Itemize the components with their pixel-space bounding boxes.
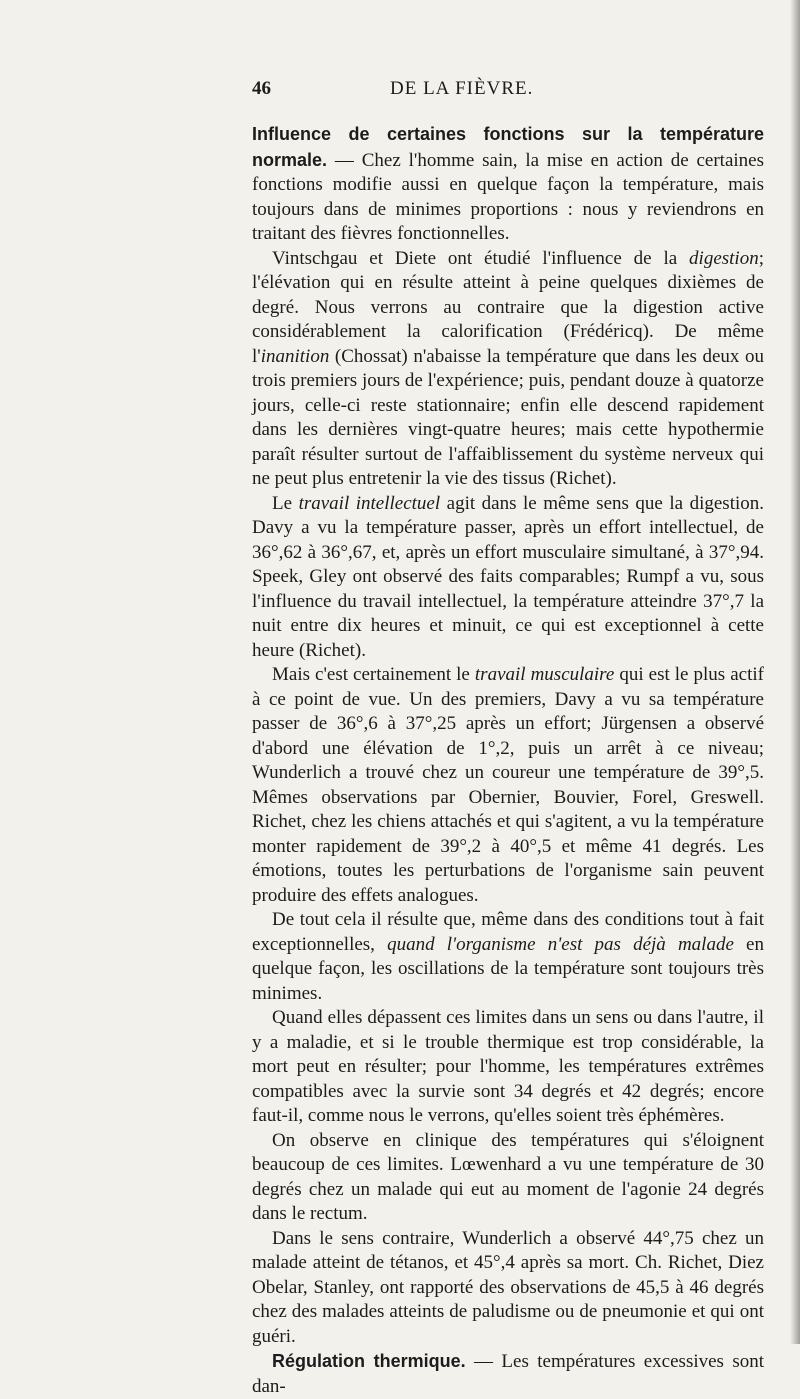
section-heading-regulation: Régulation thermique.	[272, 1351, 466, 1371]
emphasis-travail-intellectuel: travail intellectuel	[298, 492, 441, 514]
paragraph-limites: Quand elles dépassent ces limites dans un sens ou dans l'autre, il y a maladie, et si le trouble thermique est trop considérable, la mort peut en résulter; pour l'homme, les températures extrêmes compatibles avec la survie sont 34 degrés et 42 degrés; encore faut-il, comme nous le verrons, qu'elles soient très éphémères.	[252, 1007, 764, 1126]
emphasis-digestion: digestion	[689, 247, 759, 269]
text-run: De tout cela il résulte que, même dans des conditions tout à fait exceptionnelles,	[252, 909, 764, 955]
paragraph-clinique: On observe en clinique des températures qui s'éloignent beaucoup de ces limites. Lœwenhard a vu une température de 30 degrés chez un malade qui eut au moment de l'agonie 24 degrés dans le rectum.	[252, 1129, 764, 1224]
paragraph-travail-musculaire	[252, 663, 764, 908]
paragraph-regulation	[252, 1349, 764, 1399]
text-run: Le	[272, 492, 299, 514]
page-header	[252, 78, 752, 104]
paragraph-travail-intellectuel	[252, 492, 764, 664]
text-run: agit dans le même sens que la digestion. Davy a vu la température passer, après un effort intellectuel, de 36°,62 à 36°,67, et, après un effort musculaire simultané, à 37°,94. Speek, Gley ont observé des faits comparables; Rumpf a vu, sous l'influence du travail intellectuel, la température atteindre 37°,7 la nuit entre dix heures et minuit, ce qui est exceptionnel à cette heure (Richet).	[252, 492, 765, 661]
text-run: Vintschgau et Diete ont étudié l'influence de la	[272, 247, 690, 269]
text-run: (Chossat) n'abaisse la température que dans les deux ou trois premiers jours de l'expérience; puis, pendant douze à quatorze jours, celle-ci reste stationnaire; enfin elle descend rapidement dans les dernières vingt-quatre heures; mais cette hypothermie paraît résulter surtout de l'affaiblissement du système nerveux qui ne peut plus entretenir la vie des tissus (Richet).	[252, 345, 764, 489]
text-run: ; l'élévation qui en résulte atteint à peine quelques dixièmes de degré. Nous verrons au contraire que la digestion active considérablement la calorification (Frédéricq). De même l'	[252, 247, 764, 367]
paragraph-conclusion	[252, 908, 764, 1006]
text-run: Mais c'est certainement le	[272, 664, 475, 685]
text-run: en quelque façon, les oscillations de la température sont toujours très minimes.	[252, 933, 764, 1004]
emphasis-organisme: quand l'organisme n'est pas déjà malade	[387, 933, 734, 955]
emphasis-inanition: inanition	[260, 345, 330, 367]
text-run: qui est le plus actif à ce point de vue. Un des premiers, Davy a vu sa température passer de 36°,6 à 37°,25 après un effort; Jürgensen a observé d'abord une élévation de 1°,2, puis un arrêt à ce niveau; Wunderlich a trouvé chez un coureur une température de 39°,5. Mêmes observations par Obernier, Bouvier, Forel, Greswell. Richet, chez les chiens attachés et qui s'agitent, a vu la température monter rapidement de 39°,2 à 40°,5 et même 41 degrés. Les émotions, toutes les perturbations de l'organisme sain peuvent produire des effets analogues.	[252, 664, 764, 906]
paragraph-text: — Chez l'homme sain, la mise en action de certaines fonctions modifie aussi en quelque façon la température, mais toujours dans de minimes proportions : nous y reviendrons en traitant des fièvres fonctionnelles.	[252, 149, 764, 244]
paragraph-text: — Les températures excessives sont dan-	[252, 1351, 764, 1397]
running-head: DE LA FIÈVRE.	[390, 78, 534, 99]
page-edge-shadow	[790, 0, 800, 1344]
body-text	[252, 122, 764, 1399]
paragraph-influence	[252, 122, 764, 247]
section-heading-influence: Influence de certaines fonctions sur la température normale.	[252, 124, 764, 170]
paragraph-sens-contraire: Dans le sens contraire, Wunderlich a observé 44°,75 chez un malade atteint de tétanos, et 45°,4 après sa mort. Ch. Richet, Diez Obelar, Stanley, ont rapporté des observations de 45,5 à 46 degrés chez des malades atteints de paludisme ou de pneumonie et qui ont guéri.	[252, 1227, 764, 1347]
paragraph-digestion	[252, 247, 764, 492]
page-number: 46	[252, 78, 271, 99]
emphasis-travail-musculaire: travail musculaire	[474, 664, 615, 685]
